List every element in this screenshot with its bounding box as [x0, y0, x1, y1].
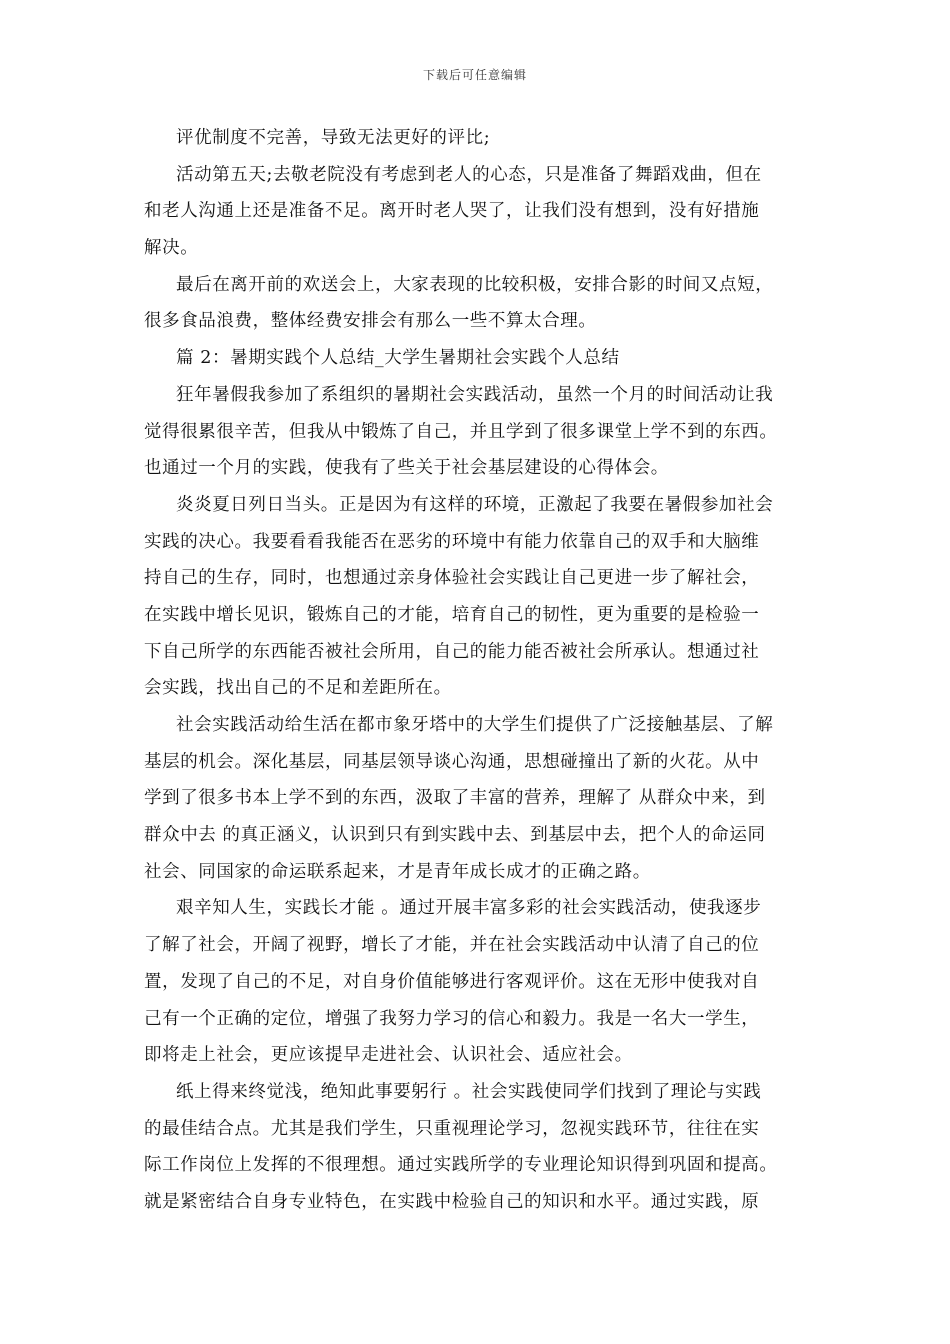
text-line: 社会实践活动给生活在都市象牙塔中的大学生们提供了广泛接触基层、了解 [176, 715, 774, 735]
text-line: 篇 2：暑期实践个人总结_大学生暑期社会实践个人总结 [176, 348, 620, 369]
text-line: 了解了社会，开阔了视野，增长了才能，并在社会实践活动中认清了自己的位 [144, 935, 760, 956]
text-line: 己有一个正确的定位，增强了我努力学习的信心和毅力。我是一名大一学生， [144, 1008, 760, 1029]
document-body [144, 120, 814, 1221]
text-line: 在实践中增长见识，锻炼自己的才能，培育自己的韧性，更为重要的是检验一 [144, 604, 760, 625]
text-line: 和老人沟通上还是准备不足。离开时老人哭了，让我们没有想到，没有好措施 [144, 201, 760, 222]
text-line: 评优制度不完善，导致无法更好的评比; [176, 128, 491, 148]
text-line: 社会、同国家的命运联系起来，才是青年成长成才的正确之路。 [144, 861, 651, 882]
text-line: 学到了很多书本上学不到的东西，汲取了丰富的营养，理解了 从群众中来，到 [144, 788, 766, 809]
text-line: 解决。 [144, 238, 199, 259]
text-line: 觉得很累很辛苦，但我从中锻炼了自己，并且学到了很多课堂上学不到的东西。 [144, 421, 778, 442]
text-line: 的最佳结合点。尤其是我们学生，只重视理论学习，忽视实践环节，往往在实 [144, 1118, 760, 1139]
text-line: 会实践，找出自己的不足和差距所在。 [144, 678, 452, 699]
text-line: 最后在离开前的欢送会上，大家表现的比较积极，安排合影的时间又点短， [176, 274, 774, 295]
text-line: 际工作岗位上发挥的不很理想。通过实践所学的专业理论知识得到巩固和提高。 [144, 1155, 778, 1176]
text-line: 就是紧密结合自身专业特色，在实践中检验自己的知识和水平。通过实践，原 [144, 1191, 760, 1212]
text-line: 群众中去 的真正涵义，认识到只有到实践中去、到基层中去，把个人的命运同 [144, 825, 766, 846]
text-line: 很多食品浪费，整体经费安排会有那么一些不算太合理。 [144, 311, 597, 332]
text-line: 炎炎夏日列日当头。正是因为有这样的环境，正激起了我要在暑假参加社会 [176, 494, 774, 515]
text-line: 基层的机会。深化基层，同基层领导谈心沟通，思想碰撞出了新的火花。从中 [144, 751, 760, 772]
page-header: 下载后可任意编辑 [422, 68, 527, 82]
text-line: 持自己的生存，同时，也想通过亲身体验社会实践让自己更进一步了解社会， [144, 568, 760, 589]
text-line: 活动第五天;去敬老院没有考虑到老人的心态，只是准备了舞蹈戏曲，但在 [176, 164, 762, 185]
text-line: 艰辛知人生，实践长才能 。通过开展丰富多彩的社会实践活动，使我逐步 [176, 898, 762, 919]
text-line: 狂年暑假我参加了系组织的暑期社会实践活动，虽然一个月的时间活动让我 [176, 384, 774, 405]
text-line: 即将走上社会，更应该提早走进社会、认识社会、适应社会。 [144, 1045, 633, 1066]
text-line: 纸上得来终觉浅，绝知此事要躬行 。社会实践使同学们找到了理论与实践 [176, 1081, 762, 1102]
text-line: 下自己所学的东西能否被社会所用，自己的能力能否被社会所承认。想通过社 [144, 641, 760, 662]
text-line: 实践的决心。我要看看我能否在恶劣的环境中有能力依靠自己的双手和大脑维 [144, 531, 760, 552]
text-line: 也通过一个月的实践，使我有了些关于社会基层建设的心得体会。 [144, 458, 669, 479]
text-line: 置，发现了自己的不足，对自身价值能够进行客观评价。这在无形中使我对自 [144, 971, 760, 992]
